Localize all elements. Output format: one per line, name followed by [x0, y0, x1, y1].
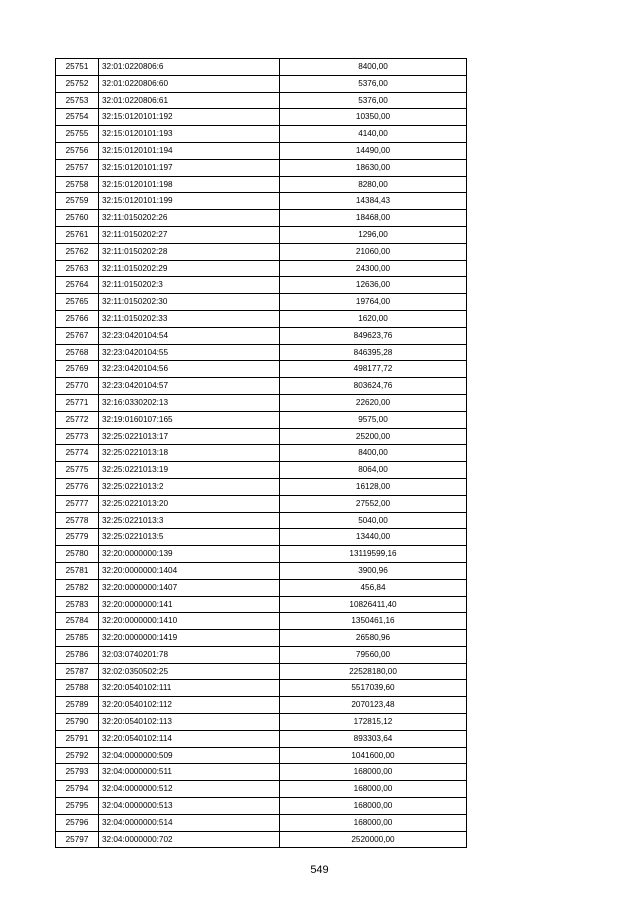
- table-row: [56, 327, 467, 344]
- table-row: [56, 663, 467, 680]
- value-cell: 8400,00: [280, 445, 467, 462]
- table-row: [56, 579, 467, 596]
- value-cell: 18630,00: [280, 159, 467, 176]
- cadastral-number-cell: 32:15:0120101:194: [99, 142, 280, 159]
- table-row: [56, 462, 467, 479]
- table-row: [56, 781, 467, 798]
- value-cell: 893303,64: [280, 730, 467, 747]
- cadastral-number-cell: 32:04:0000000:509: [99, 747, 280, 764]
- cadastral-number-cell: 32:20:0000000:1407: [99, 579, 280, 596]
- value-cell: 4140,00: [280, 126, 467, 143]
- row-number-cell: 25791: [56, 730, 99, 747]
- row-number-cell: 25758: [56, 176, 99, 193]
- row-number-cell: 25760: [56, 210, 99, 227]
- row-number-cell: 25787: [56, 663, 99, 680]
- row-number-cell: 25796: [56, 814, 99, 831]
- value-cell: 172815,12: [280, 714, 467, 731]
- cadastral-number-cell: 32:20:0540102:112: [99, 697, 280, 714]
- table-row: [56, 495, 467, 512]
- table-row: [56, 512, 467, 529]
- cadastral-number-cell: 32:11:0150202:3: [99, 277, 280, 294]
- value-cell: 13440,00: [280, 529, 467, 546]
- cadastral-number-cell: 32:04:0000000:512: [99, 781, 280, 798]
- row-number-cell: 25761: [56, 226, 99, 243]
- cadastral-number-cell: 32:25:0221013:19: [99, 462, 280, 479]
- value-cell: 846395,28: [280, 344, 467, 361]
- value-cell: 12636,00: [280, 277, 467, 294]
- value-cell: 5040,00: [280, 512, 467, 529]
- row-number-cell: 25751: [56, 59, 99, 76]
- cadastral-number-cell: 32:15:0120101:192: [99, 109, 280, 126]
- row-number-cell: 25793: [56, 764, 99, 781]
- value-cell: 456,84: [280, 579, 467, 596]
- table-row: [56, 562, 467, 579]
- table-row: [56, 596, 467, 613]
- row-number-cell: 25777: [56, 495, 99, 512]
- table-row: [56, 378, 467, 395]
- value-cell: 3900,96: [280, 562, 467, 579]
- row-number-cell: 25786: [56, 646, 99, 663]
- row-number-cell: 25757: [56, 159, 99, 176]
- row-number-cell: 25783: [56, 596, 99, 613]
- row-number-cell: 25789: [56, 697, 99, 714]
- table-row: [56, 159, 467, 176]
- cadastral-number-cell: 32:01:0220806:61: [99, 92, 280, 109]
- row-number-cell: 25785: [56, 630, 99, 647]
- cadastral-number-cell: 32:20:0000000:139: [99, 546, 280, 563]
- row-number-cell: 25795: [56, 798, 99, 815]
- value-cell: 1350461,16: [280, 613, 467, 630]
- value-cell: 803624,76: [280, 378, 467, 395]
- table-row: [56, 428, 467, 445]
- cadastral-number-cell: 32:11:0150202:28: [99, 243, 280, 260]
- cadastral-number-cell: 32:23:0420104:57: [99, 378, 280, 395]
- table-row: [56, 394, 467, 411]
- table-row: [56, 226, 467, 243]
- value-cell: 27552,00: [280, 495, 467, 512]
- table-row: [56, 714, 467, 731]
- cadastral-number-cell: 32:23:0420104:54: [99, 327, 280, 344]
- row-number-cell: 25759: [56, 193, 99, 210]
- row-number-cell: 25767: [56, 327, 99, 344]
- table-row: [56, 92, 467, 109]
- value-cell: 22528180,00: [280, 663, 467, 680]
- row-number-cell: 25770: [56, 378, 99, 395]
- table-row: [56, 764, 467, 781]
- row-number-cell: 25763: [56, 260, 99, 277]
- table-row: [56, 646, 467, 663]
- table-row: [56, 529, 467, 546]
- cadastral-number-cell: 32:04:0000000:514: [99, 814, 280, 831]
- row-number-cell: 25794: [56, 781, 99, 798]
- cadastral-number-cell: 32:19:0160107:165: [99, 411, 280, 428]
- value-cell: 14384,43: [280, 193, 467, 210]
- row-number-cell: 25764: [56, 277, 99, 294]
- value-cell: 21060,00: [280, 243, 467, 260]
- row-number-cell: 25778: [56, 512, 99, 529]
- value-cell: 5376,00: [280, 75, 467, 92]
- value-cell: 25200,00: [280, 428, 467, 445]
- table-row: [56, 109, 467, 126]
- cadastral-number-cell: 32:23:0420104:55: [99, 344, 280, 361]
- cadastral-number-cell: 32:16:0330202:13: [99, 394, 280, 411]
- value-cell: 22620,00: [280, 394, 467, 411]
- table-row: [56, 75, 467, 92]
- table-row: [56, 142, 467, 159]
- value-cell: 1620,00: [280, 310, 467, 327]
- value-cell: 168000,00: [280, 764, 467, 781]
- value-cell: 5517039,60: [280, 680, 467, 697]
- row-number-cell: 25752: [56, 75, 99, 92]
- table-row: [56, 210, 467, 227]
- cadastral-number-cell: 32:20:0540102:111: [99, 680, 280, 697]
- value-cell: 168000,00: [280, 814, 467, 831]
- table-row: [56, 294, 467, 311]
- table-row: [56, 445, 467, 462]
- table-row: [56, 747, 467, 764]
- table-row: [56, 260, 467, 277]
- row-number-cell: 25762: [56, 243, 99, 260]
- cadastral-number-cell: 32:15:0120101:197: [99, 159, 280, 176]
- row-number-cell: 25782: [56, 579, 99, 596]
- value-cell: 26580,96: [280, 630, 467, 647]
- cadastral-number-cell: 32:04:0000000:511: [99, 764, 280, 781]
- row-number-cell: 25779: [56, 529, 99, 546]
- table-row: [56, 176, 467, 193]
- page-number: 549: [310, 864, 329, 876]
- table-row: [56, 310, 467, 327]
- value-cell: 10826411,40: [280, 596, 467, 613]
- table-row: [56, 697, 467, 714]
- value-cell: 8400,00: [280, 59, 467, 76]
- row-number-cell: 25774: [56, 445, 99, 462]
- value-cell: 14490,00: [280, 142, 467, 159]
- table-row: [56, 59, 467, 76]
- table-row: [56, 798, 467, 815]
- cadastral-number-cell: 32:23:0420104:56: [99, 361, 280, 378]
- table-row: [56, 411, 467, 428]
- cadastral-number-cell: 32:25:0221013:3: [99, 512, 280, 529]
- cadastral-number-cell: 32:25:0221013:17: [99, 428, 280, 445]
- cadastral-number-cell: 32:20:0540102:114: [99, 730, 280, 747]
- cadastral-number-cell: 32:11:0150202:29: [99, 260, 280, 277]
- value-cell: 8064,00: [280, 462, 467, 479]
- value-cell: 79560,00: [280, 646, 467, 663]
- value-cell: 168000,00: [280, 781, 467, 798]
- value-cell: 1041600,00: [280, 747, 467, 764]
- value-cell: 9575,00: [280, 411, 467, 428]
- cadastral-number-cell: 32:15:0120101:193: [99, 126, 280, 143]
- row-number-cell: 25784: [56, 613, 99, 630]
- table-row: [56, 730, 467, 747]
- row-number-cell: 25797: [56, 831, 99, 848]
- cadastral-number-cell: 32:11:0150202:33: [99, 310, 280, 327]
- row-number-cell: 25771: [56, 394, 99, 411]
- table-row: [56, 613, 467, 630]
- row-number-cell: 25775: [56, 462, 99, 479]
- row-number-cell: 25754: [56, 109, 99, 126]
- cadastral-number-cell: 32:20:0000000:141: [99, 596, 280, 613]
- cadastral-number-cell: 32:25:0221013:5: [99, 529, 280, 546]
- value-cell: 8280,00: [280, 176, 467, 193]
- cadastral-number-cell: 32:20:0540102:113: [99, 714, 280, 731]
- row-number-cell: 25788: [56, 680, 99, 697]
- row-number-cell: 25780: [56, 546, 99, 563]
- value-cell: 18468,00: [280, 210, 467, 227]
- table-body: [56, 59, 467, 848]
- row-number-cell: 25776: [56, 478, 99, 495]
- cadastral-number-cell: 32:20:0000000:1419: [99, 630, 280, 647]
- value-cell: 2070123,48: [280, 697, 467, 714]
- cadastral-number-cell: 32:25:0221013:18: [99, 445, 280, 462]
- table-row: [56, 277, 467, 294]
- row-number-cell: 25769: [56, 361, 99, 378]
- value-cell: 13119599,16: [280, 546, 467, 563]
- value-cell: 16128,00: [280, 478, 467, 495]
- row-number-cell: 25790: [56, 714, 99, 731]
- cadastral-number-cell: 32:11:0150202:30: [99, 294, 280, 311]
- table-row: [56, 243, 467, 260]
- table-row: [56, 680, 467, 697]
- row-number-cell: 25772: [56, 411, 99, 428]
- value-cell: 849623,76: [280, 327, 467, 344]
- cadastral-number-cell: 32:11:0150202:27: [99, 226, 280, 243]
- cadastral-number-cell: 32:03:0740201:78: [99, 646, 280, 663]
- row-number-cell: 25756: [56, 142, 99, 159]
- table-row: [56, 630, 467, 647]
- table-row: [56, 814, 467, 831]
- row-number-cell: 25773: [56, 428, 99, 445]
- table-row: [56, 344, 467, 361]
- cadastral-number-cell: 32:01:0220806:60: [99, 75, 280, 92]
- cadastral-number-cell: 32:20:0000000:1404: [99, 562, 280, 579]
- value-cell: 10350,00: [280, 109, 467, 126]
- value-cell: 2520000,00: [280, 831, 467, 848]
- value-cell: 168000,00: [280, 798, 467, 815]
- row-number-cell: 25792: [56, 747, 99, 764]
- cadastral-number-cell: 32:15:0120101:199: [99, 193, 280, 210]
- table-row: [56, 831, 467, 848]
- row-number-cell: 25781: [56, 562, 99, 579]
- cadastral-number-cell: 32:25:0221013:20: [99, 495, 280, 512]
- row-number-cell: 25755: [56, 126, 99, 143]
- table-row: [56, 546, 467, 563]
- table-row: [56, 193, 467, 210]
- row-number-cell: 25765: [56, 294, 99, 311]
- cadastral-number-cell: 32:15:0120101:198: [99, 176, 280, 193]
- table-row: [56, 478, 467, 495]
- row-number-cell: 25768: [56, 344, 99, 361]
- table-row: [56, 361, 467, 378]
- cadastral-number-cell: 32:04:0000000:702: [99, 831, 280, 848]
- cadastral-number-cell: 32:11:0150202:26: [99, 210, 280, 227]
- table-row: [56, 126, 467, 143]
- value-cell: 1296,00: [280, 226, 467, 243]
- cadastral-number-cell: 32:02:0350502:25: [99, 663, 280, 680]
- cadastral-number-cell: 32:04:0000000:513: [99, 798, 280, 815]
- value-cell: 5376,00: [280, 92, 467, 109]
- value-cell: 498177,72: [280, 361, 467, 378]
- row-number-cell: 25766: [56, 310, 99, 327]
- cadastral-number-cell: 32:25:0221013:2: [99, 478, 280, 495]
- cadastral-number-cell: 32:01:0220806:6: [99, 59, 280, 76]
- row-number-cell: 25753: [56, 92, 99, 109]
- cadastral-number-cell: 32:20:0000000:1410: [99, 613, 280, 630]
- cadastral-table: [55, 58, 467, 848]
- value-cell: 19764,00: [280, 294, 467, 311]
- value-cell: 24300,00: [280, 260, 467, 277]
